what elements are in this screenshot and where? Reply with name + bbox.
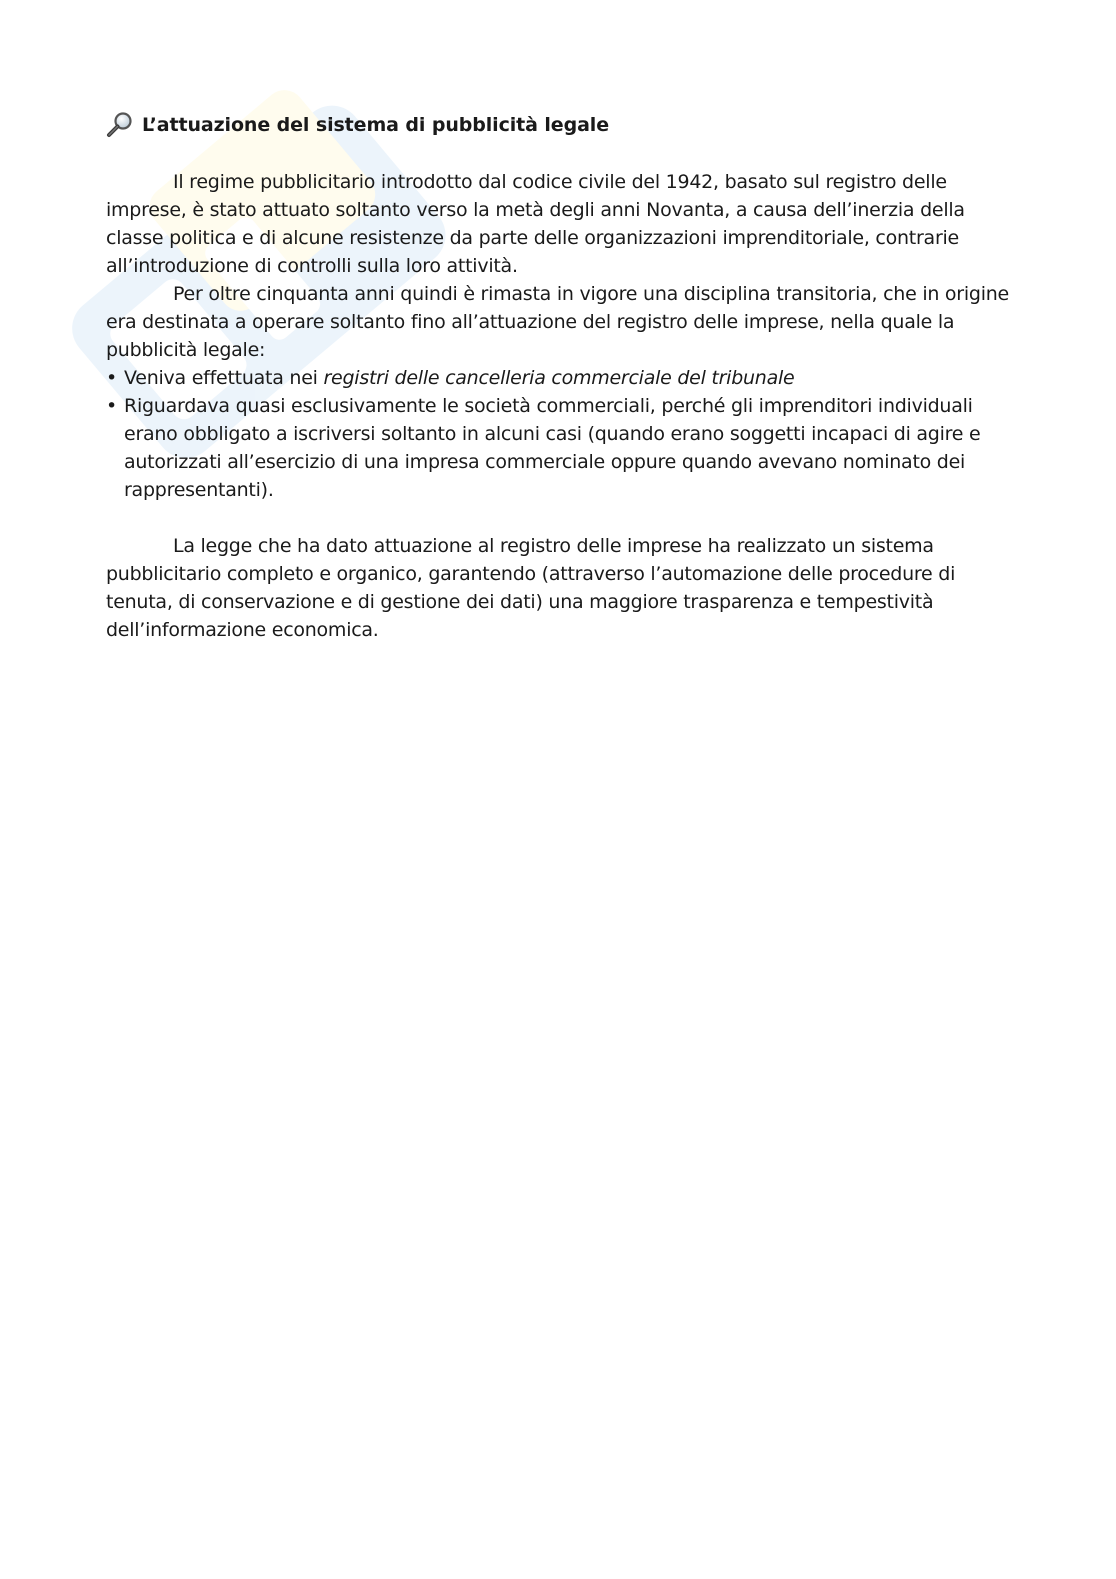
paragraph-transitional: Per oltre cinquanta anni quindi è rimasta in vigore una disciplina transitoria, che in origine era destinata a operare soltanto fino all’attuazione del registro delle imprese, nella quale la pubblicità legale: — [106, 283, 1009, 361]
list-item — [106, 364, 1011, 392]
list-item — [106, 392, 1011, 504]
bullet-list — [106, 364, 1011, 504]
bullet-marker: • — [106, 395, 117, 417]
paragraph-intro: Il regime pubblicitario introdotto dal codice civile del 1942, basato sul registro delle imprese, è stato attuato soltanto verso la metà degli anni Novanta, a causa dell’inerzia della classe politica e di alcune resistenze da parte delle organizzazioni imprenditoriale, contrarie all’introduzione di controlli sulla loro attività. — [106, 171, 965, 277]
paragraph-conclusion: La legge che ha dato attuazione al registro delle imprese ha realizzato un sistema pubblicitario completo e organico, garantendo (attraverso l’automazione delle procedure di tenuta, di conservazione e di gestione dei dati) una maggiore trasparenza e tempestività dell’informazione economica. — [106, 535, 956, 641]
section-title: L’attuazione del sistema di pubblicità legale — [142, 114, 609, 136]
spacer — [106, 504, 1011, 532]
bullet-text: Veniva effettuata nei — [124, 367, 324, 389]
section-heading — [106, 108, 1011, 142]
bullet-marker: • — [106, 367, 117, 389]
bullet-text: Riguardava quasi esclusivamente le società commerciali, perché gli imprenditori individuali erano obbligato a iscriversi soltanto in alcuni casi (quando erano soggetti incapaci di agire e autorizzati all’esercizio di una impresa commerciale oppure quando avevano nominato dei rappresentanti). — [124, 395, 981, 501]
document-page — [106, 108, 1011, 644]
bullet-italic-text: registri delle cancelleria commerciale del tribunale — [323, 367, 795, 389]
magnifier-icon — [106, 111, 134, 139]
